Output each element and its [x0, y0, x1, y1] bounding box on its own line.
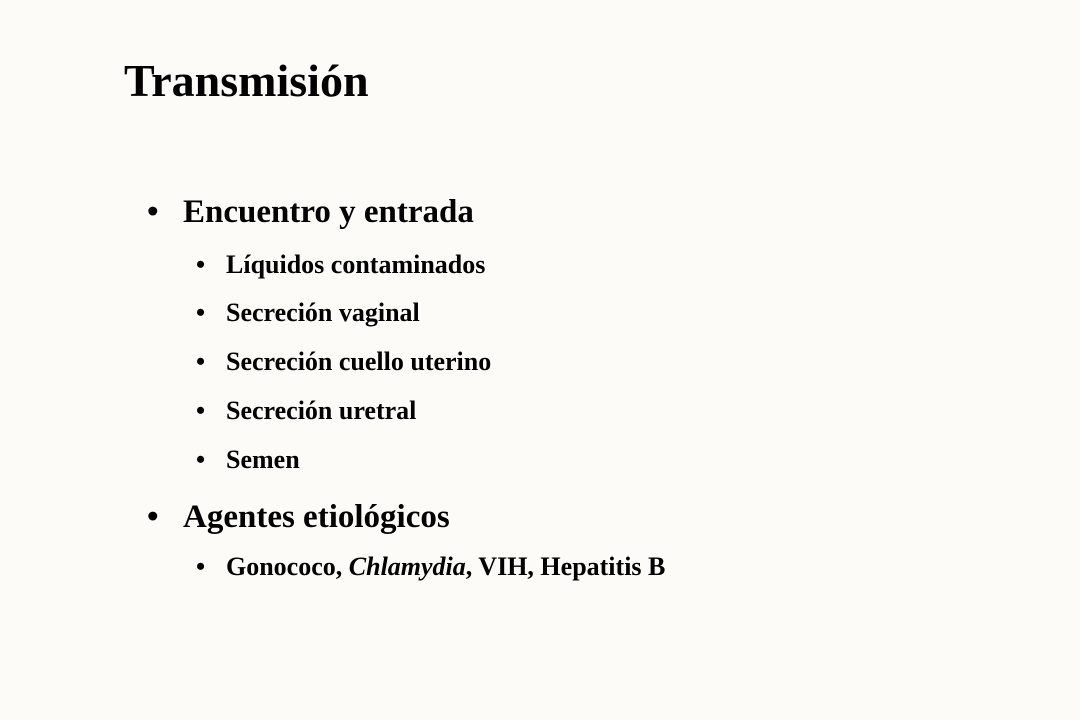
sub-bullet-liquidos-contaminados — [196, 252, 485, 278]
sub-bullet-semen — [196, 447, 300, 473]
bullet-marker: • — [196, 250, 206, 279]
sub-bullet-text-italic: Chlamydia — [348, 552, 466, 581]
sub-bullet-text: Secreción cuello uterino — [226, 347, 492, 376]
bullet-marker: • — [196, 298, 206, 327]
bullet-agentes-etiologicos — [147, 501, 450, 534]
bullet-marker: • — [196, 396, 206, 425]
sub-bullet-text: Secreción uretral — [226, 396, 417, 425]
sub-bullet-agentes-list — [196, 554, 665, 580]
sub-bullet-text-part1: Gonococo, — [226, 552, 349, 581]
sub-bullet-text-part3: , VIH, Hepatitis B — [465, 552, 666, 581]
sub-bullet-secrecion-cuello-uterino — [196, 349, 491, 375]
bullet-text: Agentes etiológicos — [183, 499, 450, 535]
bullet-marker: • — [147, 194, 159, 230]
sub-bullet-text: Semen — [226, 445, 300, 474]
bullet-encuentro-y-entrada — [147, 196, 474, 229]
sub-bullet-secrecion-vaginal — [196, 300, 420, 326]
sub-bullet-secrecion-uretral — [196, 398, 416, 424]
sub-bullet-text: Secreción vaginal — [226, 298, 420, 327]
bullet-marker: • — [147, 499, 159, 535]
bullet-marker: • — [196, 445, 206, 474]
slide-title: Transmisión — [124, 55, 369, 106]
bullet-text: Encuentro y entrada — [183, 194, 474, 230]
bullet-marker: • — [196, 552, 206, 581]
bullet-marker: • — [196, 347, 206, 376]
sub-bullet-text: Líquidos contaminados — [226, 250, 486, 279]
